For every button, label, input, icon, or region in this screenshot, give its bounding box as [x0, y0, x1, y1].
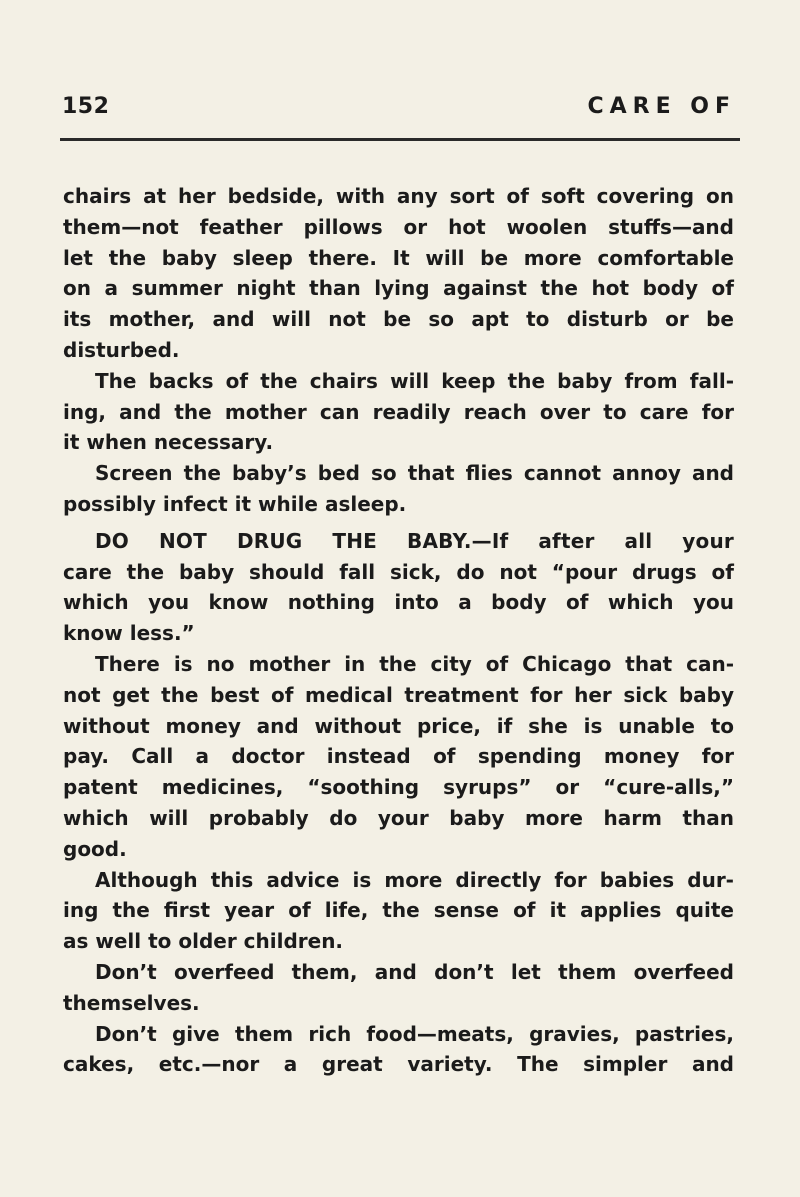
text-line: There is no mother in the city of Chicago that can- — [95, 651, 734, 676]
text-line: ing, and the mother can readily reach over to care for — [63, 399, 734, 424]
text-line: its mother, and will not be so apt to disturb or be — [63, 307, 734, 332]
text-line: possibly infect it while asleep. — [63, 491, 407, 516]
section-heading-line: DO NOT DRUG THE BABY.—If after all your — [95, 528, 734, 553]
text-line: them—not feather pillows or hot woolen stuffs—and — [63, 214, 734, 239]
page-header — [62, 94, 736, 128]
text-line: pay. Call a doctor instead of spending money for — [63, 744, 734, 769]
text-line: Don’t give them rich food—meats, gravies, pastries, — [95, 1021, 734, 1046]
text-line: let the baby sleep there. It will be more comfortable — [63, 245, 734, 270]
text-line: patent medicines, “soothing syrups” or “cure-alls,” — [63, 775, 734, 800]
text-line: which you know nothing into a body of which you — [63, 590, 734, 615]
text-line: Screen the baby’s bed so that flies cannot annoy and — [95, 461, 734, 486]
text-line: not get the best of medical treatment for her sick baby — [63, 682, 734, 707]
text-line: good. — [63, 836, 127, 861]
text-line: Don’t overfeed them, and don’t let them overfeed — [95, 959, 734, 984]
text-line: it when necessary. — [63, 430, 274, 455]
text-line: which will probably do your baby more harm than — [63, 805, 734, 830]
text-line: on a summer night than lying against the hot body of — [63, 276, 734, 301]
page-number: 152 — [62, 94, 110, 119]
text-line: care the baby should fall sick, do not “pour drugs of — [63, 559, 734, 584]
header-rule — [60, 138, 740, 141]
running-title: CARE OF — [587, 94, 736, 119]
text-line: disturbed. — [63, 337, 180, 362]
text-line: The backs of the chairs will keep the baby from fall- — [95, 368, 734, 393]
text-line: ing the first year of life, the sense of it applies quite — [63, 898, 734, 923]
text-line: chairs at her bedside, with any sort of soft covering on — [63, 184, 734, 208]
body-text — [63, 181, 734, 1080]
text-line: without money and without price, if she is unable to — [63, 713, 734, 738]
text-line: cakes, etc.—nor a great variety. The simpler and — [63, 1052, 734, 1077]
text-line: Although this advice is more directly for babies dur- — [95, 867, 734, 892]
text-line: know less.” — [63, 621, 195, 646]
text-line: themselves. — [63, 990, 200, 1015]
text-line: as well to older children. — [63, 929, 344, 954]
